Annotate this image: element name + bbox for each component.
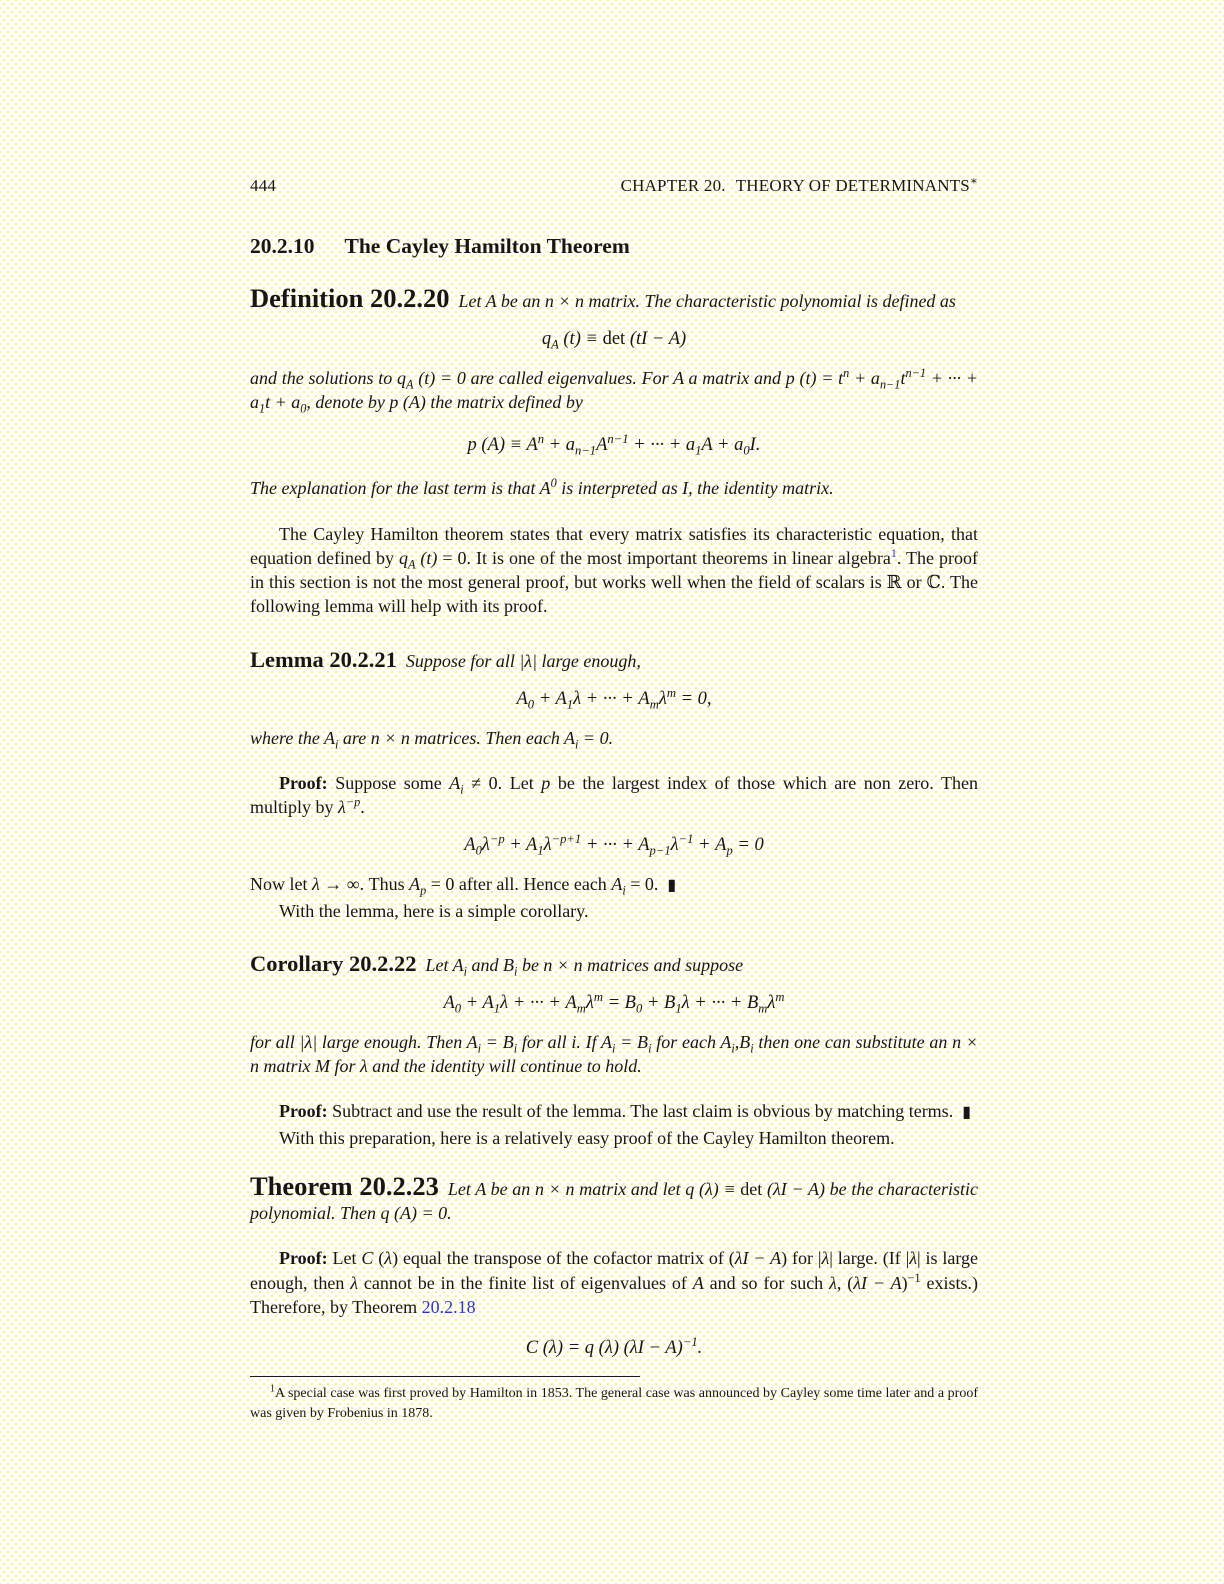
corollary-label: Corollary 20.2.22 bbox=[250, 950, 417, 976]
theorem-proof-paragraph bbox=[250, 1246, 978, 1319]
theorem-proof-text: Let C (λ) equal the transpose of the cofactor matrix of (λI − A) for |λ| large. (If |λ| is large enough, then λ cannot be in the finite list of eigenvalues of A and so for such λ, $(\lambda I - A)^{-1}$ exists.) Therefore, by Theorem bbox=[250, 1248, 978, 1317]
definition-remark: The explanation for the last term is that $A^0$ is interpreted as I, the identity matrix. bbox=[250, 475, 834, 498]
transition-to-theorem: With this preparation, here is a relatively easy proof of the Cayley Hamilton theorem. bbox=[279, 1128, 895, 1148]
lemma-statement: Suppose for all |λ| large enough, bbox=[405, 650, 641, 671]
proof-label: Proof: bbox=[279, 1248, 328, 1269]
proof-label: Proof: bbox=[279, 772, 328, 793]
page-content bbox=[250, 176, 978, 1423]
corollary-conclusion: for all |λ| large enough. Then $A_i = B_i$ for all i. If $A_i = B_i$ for each $A_i,B_i$ then one can substitute an n × n matrix M for λ and the identity will continue to hold. bbox=[250, 1032, 978, 1077]
theorem-reference-link[interactable]: 20.2.18 bbox=[421, 1296, 476, 1317]
footnote-area bbox=[250, 1376, 978, 1423]
proof-label: Proof: bbox=[279, 1101, 328, 1122]
equation-cofactor-identity: C (λ) = q (λ) $(\lambda I - A)^{-1}$. bbox=[525, 1334, 703, 1359]
qed-symbol: ▮ bbox=[667, 877, 677, 895]
theorem-block bbox=[250, 1173, 978, 1225]
footnote-body: A special case was first proved by Hamilton in 1853. The general case was announced by Cayley some time later and a proof was given by Frobenius in 1878. bbox=[250, 1386, 978, 1421]
transition-to-corollary: With the lemma, here is a simple corollary. bbox=[279, 900, 589, 921]
footnote-text bbox=[250, 1384, 978, 1423]
equation-lemma-series: $A_0 + A_1\lambda$ + ··· + $A_m\lambda^m = 0$, bbox=[516, 685, 712, 712]
lemma-label: Lemma 20.2.21 bbox=[250, 646, 397, 672]
definition-label: Definition 20.2.20 bbox=[250, 283, 450, 313]
chapter-number: CHAPTER 20. bbox=[620, 176, 726, 195]
footnote-marker: 1 bbox=[270, 1383, 275, 1395]
definition-statement: Let A be an n × n matrix. The characteristic polynomial is defined as bbox=[458, 291, 956, 311]
subsection-heading bbox=[250, 234, 978, 259]
equation-p-of-A: p $(A) \equiv A^n + a_{n-1}A^{n-1}$ + ··· + $a_1A + a_0I$. bbox=[467, 431, 761, 458]
lemma-proof-conclusion-text: Now let λ → ∞. Thus $A_p = 0$ after all. Hence each $A_i = 0$. bbox=[250, 874, 659, 898]
lemma-conclusion: where the $A_i$ are n × n matrices. Then each $A_i = 0$. bbox=[250, 727, 614, 752]
equation-lemma-proof: $A_0\lambda^{-p} + A_1\lambda^{-p+1}$ + ··· + $A_{p-1}\lambda^{-1} + A_p = 0$ bbox=[464, 832, 764, 858]
qed-symbol: ▮ bbox=[962, 1104, 972, 1122]
chapter-running-title bbox=[621, 176, 978, 196]
intro-text-after-note: . The proof in this section is not the most general proof, but works well when the field of scalars is ℝ or ℂ. The following lemma will help with its proof. bbox=[250, 547, 978, 617]
lemma-proof-text: Suppose some $A_i \ne 0$. Let p be the largest index of those which are non zero. Then multiply by $\lambda^{-p}$. bbox=[250, 772, 978, 818]
footnote-rule bbox=[250, 1376, 640, 1377]
lemma-proof-conclusion bbox=[250, 872, 978, 897]
theorem-label: Theorem 20.2.23 bbox=[250, 1171, 439, 1202]
corollary-block bbox=[250, 950, 978, 979]
running-head bbox=[250, 176, 978, 196]
footnote-ref-link[interactable]: 1 bbox=[890, 545, 897, 560]
equation-corollary: $A_0 + A_1\lambda$ + ··· + $A_m\lambda^m = B_0 + B_1\lambda$ + ··· + $B_m\lambda^m$ bbox=[443, 989, 785, 1016]
subsection-number: 20.2.10 bbox=[250, 234, 315, 258]
chapter-star: ∗ bbox=[969, 174, 978, 188]
equation-characteristic-polynomial: $q_A$ (t) ≡ det (tI − A) bbox=[541, 329, 687, 352]
definition-continued: and the solutions to $q_A$ (t) = 0 are called eigenvalues. For A a matrix and p $(t) = t^n + a_{n-1}t^{n-1}$ + ··· + $a_1t + a_0$, denote by p (A) the matrix defined by bbox=[250, 366, 978, 416]
corollary-proof-text: Subtract and use the result of the lemma. The last claim is obvious by matching terms. bbox=[327, 1101, 954, 1122]
definition-block bbox=[250, 285, 978, 313]
corollary-statement: Let $A_i$ and $B_i$ be n × n matrices and suppose bbox=[425, 954, 744, 979]
intro-paragraph bbox=[250, 522, 978, 619]
lemma-block bbox=[250, 646, 978, 673]
corollary-proof-paragraph bbox=[250, 1099, 978, 1124]
page-number: 444 bbox=[250, 176, 277, 195]
chapter-name: THEORY OF DETERMINANTS bbox=[735, 176, 970, 195]
theorem-statement: Let A be an n × n matrix and let q (λ) ≡ det (λI − A) be the characteristic polynomial. Then q (A) = 0. bbox=[250, 1179, 979, 1224]
subsection-title: The Cayley Hamilton Theorem bbox=[344, 234, 630, 258]
lemma-proof-paragraph bbox=[250, 771, 978, 819]
intro-text-before-note: The Cayley Hamilton theorem states that every matrix satisfies its characteristic equation, that equation defined by $q_A$ (t) = 0. It is one of the most important theorems in linear algebra bbox=[250, 523, 978, 572]
